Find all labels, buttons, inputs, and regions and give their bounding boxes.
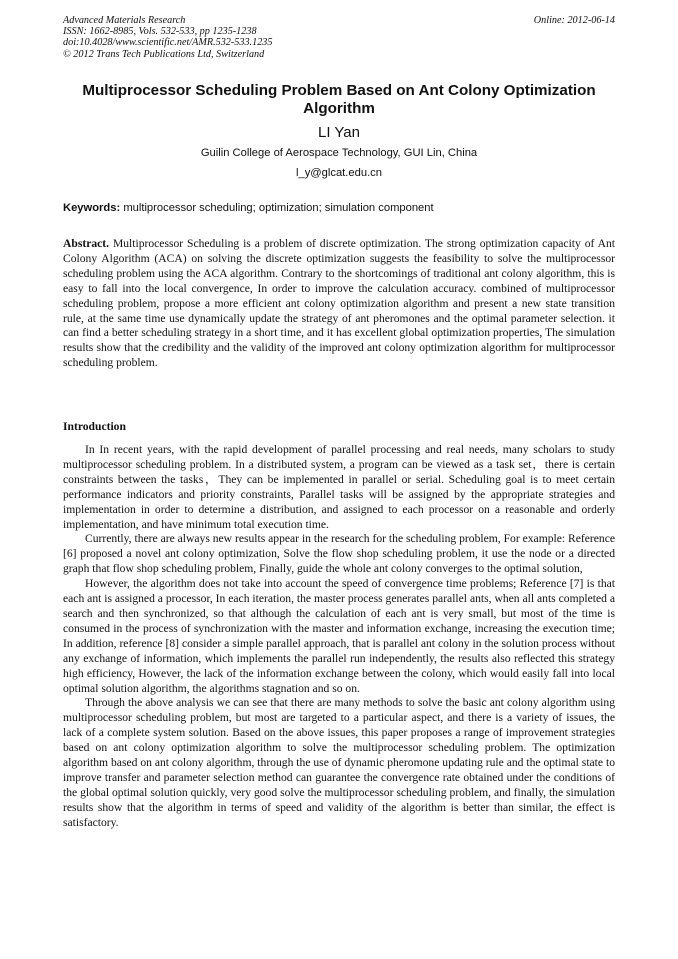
keywords-text: multiprocessor scheduling; optimization; simulation component (123, 202, 434, 214)
paper-title: Multiprocessor Scheduling Problem Based on Ant Colony Optimization Algorithm (82, 82, 596, 117)
introduction-heading: Introduction (63, 420, 126, 433)
doi-line: doi:10.4028/www.scientific.net/AMR.532-533.1235 (63, 37, 273, 49)
abstract-text: Multiprocessor Scheduling is a problem of discrete optimization. The strong optimization capacity of Ant Colony Algorithm (ACA) on solving the discrete optimization suggests the feasibility to solve the multiprocessor scheduling problem using the ACA algorithm. Contrary to the shortcomings of traditional ant colony algorithm, this is easy to fall into the local convergence, In order to improve the calculation accuracy. combined of multiprocessor scheduling problem, propose a more efficient ant colony optimization algorithm and present a new state transition rule, at the same time use dynamically update the strategy of ant pheromones and the optimal parameter selection. it can find a better scheduling strategy in a short time, and it has excellent global optimization properties, The simulation results show that the credibility and the validity of the improved ant colony optimization algorithm for multiprocessor scheduling problem. (63, 237, 615, 370)
online-date: Online: 2012-06-14 (533, 15, 615, 26)
issn-line: ISSN: 1662-8985, Vols. 532-533, pp 1235-1238 (63, 26, 257, 38)
intro-paragraph-3: However, the algorithm does not take into account the speed of convergence time problems; Reference [7] is that each ant is assigned a processor, In each iteration, the master process generates parallel ants, when all ants completed a search and then synchronized, so that although the calculation of each ant is very small, but most of the time is consumed in the process of synchronization with the master and information exchange, increasing the execution time; In addition, reference [8] consider a simple parallel approach, that is parallel ant colony in the solution process without any exchange of information, which implements the parallel run independently, the results also reflected this strategy high efficiency, However, the lack of the information exchange between the colony, which would easily fall into local optimal solution algorithm, the algorithms stagnation and so on. (63, 577, 615, 695)
abstract-block (63, 237, 615, 371)
author-email: l_y@glcat.edu.cn (296, 167, 382, 179)
intro-paragraph-1: In In recent years, with the rapid development of parallel processing and real needs, many scholars to study multiprocessor scheduling problem. In a distributed system, a program can be viewed as a task set，there is certain constraints between the tasks，They can be implemented in parallel or serial. Scheduling goal is to meet certain performance indicators and priority constraints, Parallel tasks will be assigned by the appropriate strategies and implementation in order to determine a distribution, and assigned to each processor on a reasonable and orderly implementation, and have minimum total execution time. (63, 443, 615, 531)
intro-paragraph-4: Through the above analysis we can see that there are many methods to solve the basic ant colony algorithm using multiprocessor scheduling problem, but most are targeted to a particular aspect, and there is a variety of issues, the lack of a complete system solution. Based on the above issues, this paper proposes a range of improvement strategies based on ant colony optimization algorithm to solve the multiprocessor scheduling problem. The optimization algorithm based on ant colony algorithm, through the use of dynamic pheromone updating rule and the optimal state to improve transfer and parameter selection method can guarantee the convergence rate obtained under the conditions of the global optimal solution quickly, very good solve the multiprocessor scheduling problem, and finally, the simulation results show that the algorithm in terms of speed and validity of the algorithm is better than similar, the effect is satisfactory. (63, 696, 615, 829)
journal-header (63, 15, 272, 60)
copyright-line: © 2012 Trans Tech Publications Ltd, Switzerland (63, 48, 265, 60)
author-affiliation: Guilin College of Aerospace Technology, GUI Lin, China (200, 147, 478, 159)
introduction-body (63, 443, 615, 831)
journal-name: Advanced Materials Research (63, 15, 186, 26)
keywords-line (63, 201, 615, 215)
author-name: LI Yan (318, 124, 360, 141)
intro-paragraph-2: Currently, there are always new results appear in the research for the scheduling problem, For example: Reference [6] proposed a novel ant colony optimization, Solve the flow shop scheduling problem, it use the node or a directed graph that flow shop scheduling problem, Finally, guide the whole ant colony converges to the optimal solution, (63, 532, 615, 576)
abstract-label: Abstract. (63, 237, 110, 250)
keywords-label: Keywords: (63, 202, 121, 214)
